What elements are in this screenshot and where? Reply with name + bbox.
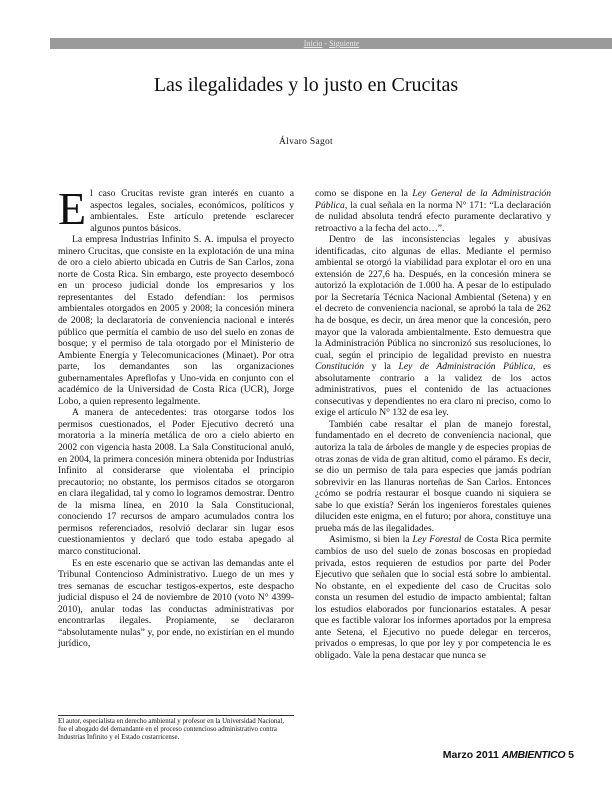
paragraph	[58, 183, 294, 234]
paragraph: La empresa Industrias Infinito S. A. impulsa el proyecto minero Crucitas, que consiste en la explotación de una mina de oro a cielo abierto ubicada en Cutris de San Carlos, zona norte de Costa Rica. Sin embargo, este proyecto desembocó en un proceso judicial donde los empresarios y los representantes del Estado defendían: los permisos ambientales otorgados en 2005 y 2008; la concesión minera de 2008; la declaratoria de conveniencia nacional e interés público que permitía el cambio de uso del suelo en zonas de bosque; y el permiso de tala otorgado por el Ministerio de Ambiente Energía y Telecomunicaciones (Minaet). Por otra parte, los demandantes son las organizaciones gubernamentales Apreflofas y Uno-vida en conjunto con el académico de la Universidad de Costa Rica (UCR), Jorge Lobo, a quien represento legalmente.	[58, 234, 294, 407]
paragraph-text: , es absolutamente contrario a la validez de los actos administrativos, pues el contenido de las actuaciones consecutivas y dependientes no era claro ni preciso, como lo exige el artículo N° 132 de esa ley.	[315, 361, 552, 419]
paragraph-text: l caso Crucitas reviste gran interés en cuanto a aspectos legales, sociales, económicos, políticos y ambientales. Este artículo pretende esclarecer algunos puntos básicos.	[90, 188, 294, 234]
paragraph: Es en este escenario que se activan las demandas ante el Tribunal Contencioso Administrativo. Luego de un mes y tres semanas de escuchar testigos-expertos, este despacho judicial dispuso el 24 de noviembre de 2010 (voto N° 4399-2010), anular todas las conductas administrativas por encontrarlas ilegales. Propiamente, se declararon “absolutamente nulas” y, por ende, no existirían en el mundo jurídico,	[58, 557, 294, 650]
text-column-left	[58, 183, 294, 650]
paragraph: También cabe resaltar el plan de manejo forestal, fundamentado en el decreto de conveniencia nacional, que autoriza la tala de árboles de mangle y de especies propias de otras zonas de vida de gran altitud, como el páramo. Es decir, se dio un permiso de tala para especies que jamás podrían sobrevivir en las llanuras norteñas de San Carlos. Entonces ¿cómo se podría restaurar el bosque cuando ni siquiera se sabe lo que existía? Serán los ingenieros forestales quienes diluciden este enigma, en el futuro; por ahora, constituye una prueba más de las ilegalidades.	[315, 418, 551, 534]
law-citation: Ley de Administración Pública	[398, 361, 534, 373]
paragraph-text: y la	[364, 361, 399, 373]
nav-next-link[interactable]: Siguiente	[329, 39, 360, 48]
paragraph: A manera de antecedentes: tras otorgarse todos los permisos cuestionados, el Poder Ejecutivo decretó una moratoria a la minería metálica de oro a cielo abierto en 2002 con vigencia hasta 2008. La Sala Constitucional anuló, en 2004, la primera concesión minera obtenida por Industrias Infinito al considerarse que violentaba el principio precautorio; no obstante, los permisos citados se otorgaron en clara ilegalidad, tal y como lo logramos demostrar. Dentro de la misma línea, en 2010 la Sala Constitucional, conociendo 17 recursos de amparo acumulados contra los permisos referenciados, resolvió declarar sin lugar esos cuestionamientos y declaró que todo estaba apegado al marco constitucional.	[58, 407, 294, 557]
page-number: 5	[568, 749, 574, 761]
paragraph-text: , la cual señala en la norma N° 171: “La declaración de nulidad absoluta tendrá efecto puramente declarativo y retroactivo a la fecha del acto…”.	[315, 199, 551, 234]
paragraph-text: de Costa Rica permite cambios de uso del suelo de zonas boscosas en propiedad privada, estos requieren de estudios por parte del Poder Ejecutivo que señalen que lo social está sobre lo ambiental. No obstante, en el expediente del caso de Crucitas solo consta un resumen del estudio de impacto ambiental; faltan los estudios elaborados por funcionarios estatales. A pesar que es factible valorar los informes aportados por la empresa ante Setena, el Ejecutivo no puede delegar en terceros, privados o empresas, lo que por ley y por competencia le es obligado. Vale la pena destacar que nunca se	[315, 534, 551, 661]
article-author: Álvaro Sagot	[279, 137, 333, 147]
paragraph-text: Asimismo, si bien la	[329, 534, 413, 546]
paragraph-text: como se dispone en la	[315, 188, 413, 199]
paragraph-text: Dentro de las inconsistencias legales y abusivas identificadas, cito algunas de ellas. Mediante el permiso ambiental se otorgó la viabilidad para explotar el oro en una extensión de 227,6 ha. Después, en la concesión minera se autorizó la explotación de 1.000 ha. A pesar de lo estipulado por la Secretaría Técnica Nacional Ambiental (Setena) y en el decreto de conveniencia nacional, se aprobó la tala de 262 ha de bosque, es decir, un área menor que la concesión, pero mayor que la valorada ambientalmente. Esto demuestra que la Administración Pública no sincronizó sus resoluciones, lo cual, según el principio de legalidad previsto en nuestra	[315, 234, 551, 361]
article-title: Las ilegalidades y lo justo en Crucitas	[153, 74, 459, 96]
law-citation: Constitución	[315, 361, 365, 373]
paragraph	[315, 534, 551, 661]
law-citation: Ley General de la Administración Pública	[315, 188, 551, 211]
nav-prev-link[interactable]: Inicio	[303, 39, 323, 48]
text-column-right	[315, 188, 551, 661]
author-footnote: El autor, especialista en derecho ambiental y profesor en la Universidad Nacional, fue el abogado del demandante en el proceso contencioso administrativo contra Industrias Infinito y el Estado costarricense.	[58, 715, 294, 743]
nav-separator: -	[322, 39, 330, 48]
law-citation: Ley Forestal	[412, 534, 462, 546]
issue-date: Marzo 2011	[442, 749, 499, 761]
page-folio	[443, 749, 574, 761]
paragraph	[315, 188, 551, 234]
paragraph	[315, 234, 551, 419]
navigation-bar	[50, 38, 612, 49]
drop-cap: E	[58, 183, 87, 234]
magazine-name: AMBIENTICO	[501, 749, 566, 761]
